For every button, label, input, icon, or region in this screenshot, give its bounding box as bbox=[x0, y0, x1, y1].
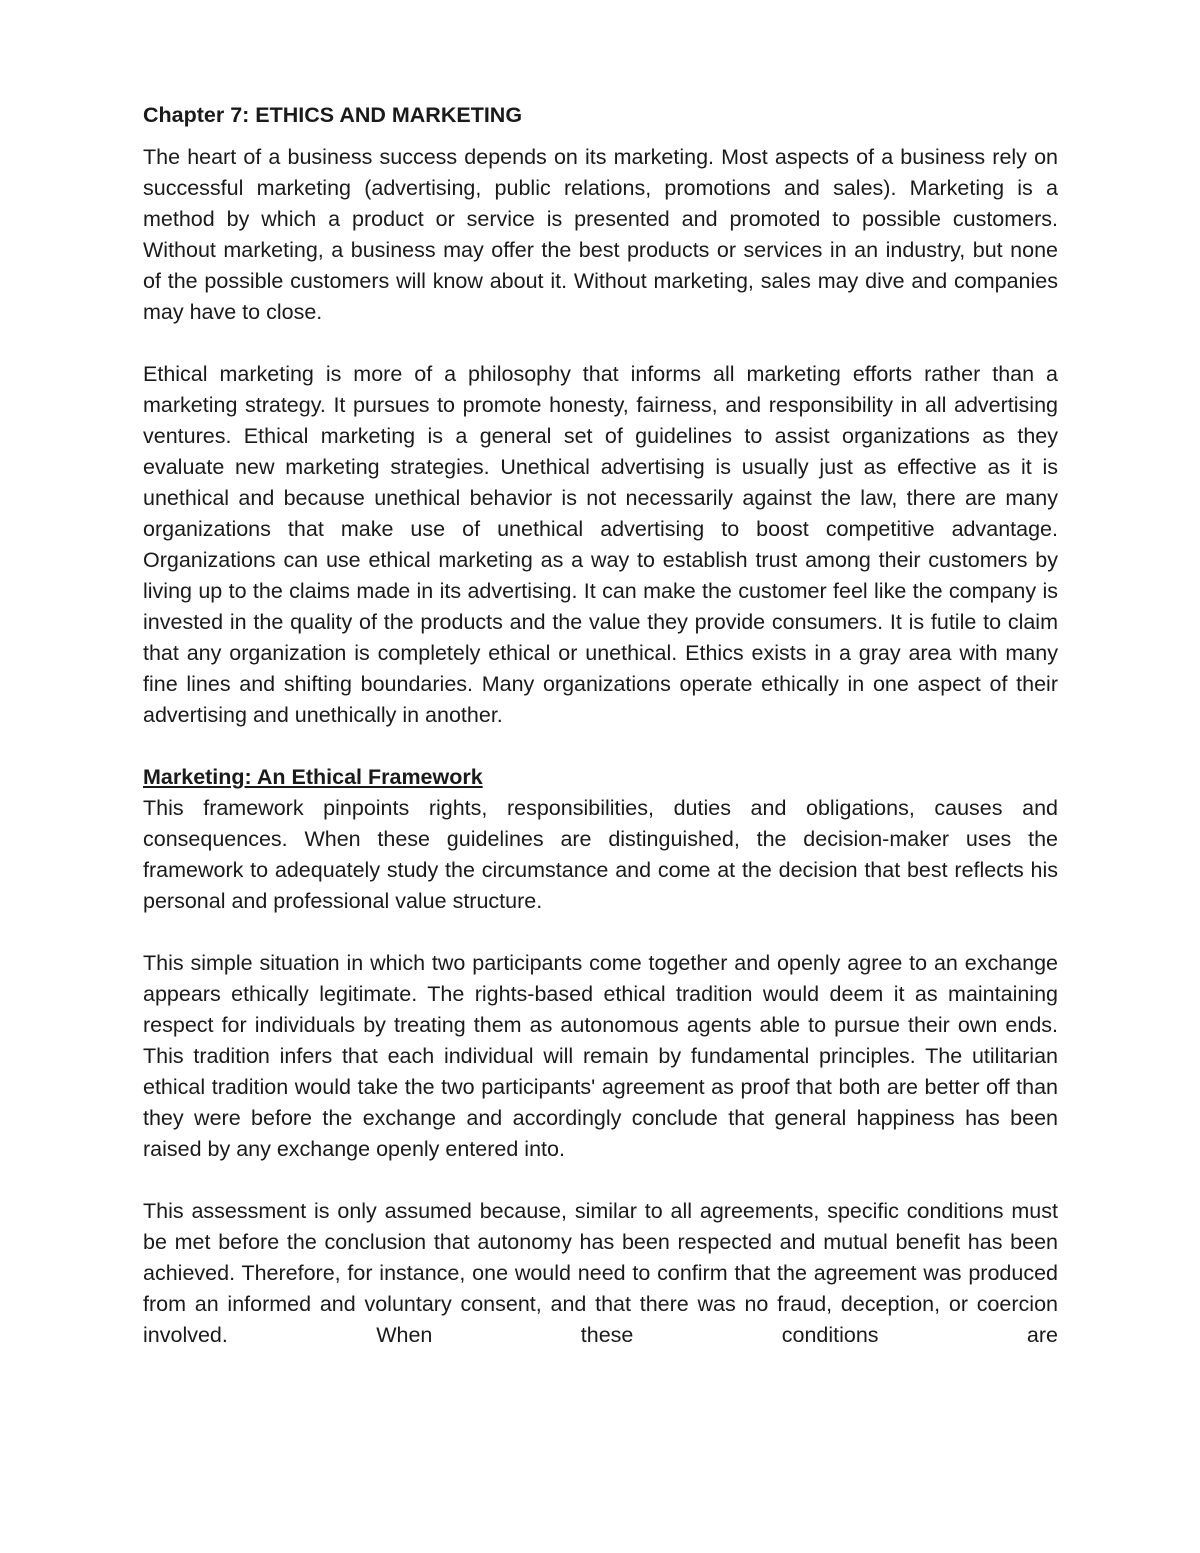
section-heading-ethical-framework: Marketing: An Ethical Framework bbox=[143, 765, 483, 789]
paragraph-assessment: This assessment is only assumed because, similar to all agreements, specific conditions must be met before the conclusion that autonomy has been respected and mutual benefit has been achieved. Therefore, for instance, one would need to confirm that the agreement was produced from an informed and voluntary consent, and that there was no fraud, deception, or coercion involved. When these conditions are bbox=[143, 1199, 1058, 1347]
chapter-title: Chapter 7: ETHICS AND MARKETING bbox=[143, 103, 523, 127]
paragraph-ethical-marketing: Ethical marketing is more of a philosophy that informs all marketing efforts rather than a marketing strategy. It pursues to promote honesty, fairness, and responsibility in all advertising ventures. Ethical marketing is a general set of guidelines to assist organizations as they evaluate new marketing strategies. Unethical advertising is usually just as effective as it is unethical and because unethical behavior is not necessarily against the law, there are many organizations that make use of unethical advertising to boost competitive advantage. Organizations can use ethical marketing as a way to establish trust among their customers by living up to the claims made in its advertising. It can make the customer feel like the company is invested in the quality of the products and the value they provide consumers. It is futile to claim that any organization is completely ethical or unethical. Ethics exists in a gray area with many fine lines and shifting boundaries. Many organizations operate ethically in one aspect of their advertising and unethically in another. bbox=[143, 362, 1058, 727]
paragraph-framework-description: This framework pinpoints rights, responsibilities, duties and obligations, causes and consequences. When these guidelines are distinguished, the decision-maker uses the framework to adequately study the circumstance and come at the decision that best reflects his personal and professional value structure. bbox=[143, 796, 1058, 913]
document-body bbox=[143, 100, 1058, 1351]
paragraph-simple-situation: This simple situation in which two participants come together and openly agree to an exchange appears ethically legitimate. The rights-based ethical tradition would deem it as maintaining respect for individuals by treating them as autonomous agents able to pursue their own ends. This tradition infers that each individual will remain by fundamental principles. The utilitarian ethical tradition would take the two participants' agreement as proof that both are better off than they were before the exchange and accordingly conclude that general happiness has been raised by any exchange openly entered into. bbox=[143, 951, 1058, 1161]
paragraph-marketing-importance: The heart of a business success depends on its marketing. Most aspects of a business rely on successful marketing (advertising, public relations, promotions and sales). Marketing is a method by which a product or service is presented and promoted to possible customers. Without marketing, a business may offer the best products or services in an industry, but none of the possible customers will know about it. Without marketing, sales may dive and companies may have to close. bbox=[143, 145, 1058, 324]
